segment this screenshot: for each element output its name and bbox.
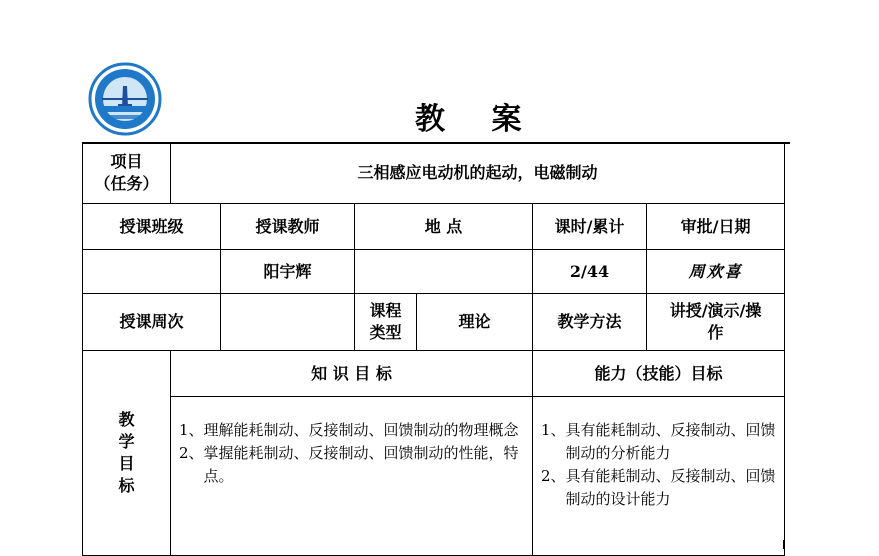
course-type-value: 理论 xyxy=(417,294,533,351)
lesson-plan-table xyxy=(82,142,785,556)
table-top-rule xyxy=(82,142,790,144)
list-item xyxy=(541,465,778,511)
ability-objective-list xyxy=(533,397,785,556)
course-type-label-line1: 课程 xyxy=(369,301,402,320)
project-label-line1: 项目 xyxy=(110,152,143,171)
objectives-side-char: 目 xyxy=(118,454,135,473)
method-value-cell xyxy=(647,294,785,351)
method-value-line1: 讲授/演示/操 xyxy=(669,301,762,320)
project-label-cell xyxy=(83,143,171,204)
approval-label: 审批/日期 xyxy=(647,204,785,250)
location-label: 地 点 xyxy=(355,204,533,250)
school-logo-airplane-emblem-icon xyxy=(88,62,162,136)
list-item-number: 1、 xyxy=(541,421,566,439)
document-title: 教 案 xyxy=(415,102,540,137)
list-item-text: 掌握能耗制动、反接制动、回馈制动的性能，特点。 xyxy=(203,444,519,485)
project-label-line2: （任务） xyxy=(94,174,159,193)
list-item xyxy=(179,419,526,442)
project-value: 三相感应电动机的起动，电磁制动 xyxy=(171,143,785,204)
class-value xyxy=(83,250,221,294)
week-value xyxy=(221,294,355,351)
knowledge-objective-list xyxy=(171,397,533,556)
course-type-label-cell xyxy=(355,294,417,351)
objectives-side-char: 标 xyxy=(118,476,135,495)
list-item-number: 2、 xyxy=(541,467,566,485)
teacher-label: 授课教师 xyxy=(221,204,355,250)
list-item xyxy=(541,419,778,465)
list-item-number: 1、 xyxy=(179,421,204,439)
approval-signature: 周欢喜 xyxy=(647,250,785,294)
list-item-number: 2、 xyxy=(179,444,204,462)
method-value-line2: 作 xyxy=(707,323,724,342)
week-label: 授课周次 xyxy=(83,294,221,351)
table-continuation xyxy=(82,540,784,549)
objectives-side-label xyxy=(83,351,171,556)
method-label: 教学方法 xyxy=(533,294,647,351)
list-item xyxy=(179,442,526,488)
objectives-side-char: 学 xyxy=(118,432,135,451)
hours-value: 2/44 xyxy=(533,250,647,294)
list-item-text: 理解能耗制动、反接制动、回馈制动的物理概念 xyxy=(203,421,519,439)
teacher-value: 阳宇辉 xyxy=(221,250,355,294)
class-label: 授课班级 xyxy=(83,204,221,250)
list-item-text: 具有能耗制动、反接制动、回馈制动的设计能力 xyxy=(565,467,776,508)
objectives-side-char: 教 xyxy=(118,410,135,429)
location-value xyxy=(355,250,533,294)
hours-label: 课时/累计 xyxy=(533,204,647,250)
knowledge-objective-header: 知 识 目 标 xyxy=(171,351,533,397)
course-type-label-line2: 类型 xyxy=(369,323,402,342)
ability-objective-header: 能力（技能）目标 xyxy=(533,351,785,397)
list-item-text: 具有能耗制动、反接制动、回馈制动的分析能力 xyxy=(565,421,776,462)
